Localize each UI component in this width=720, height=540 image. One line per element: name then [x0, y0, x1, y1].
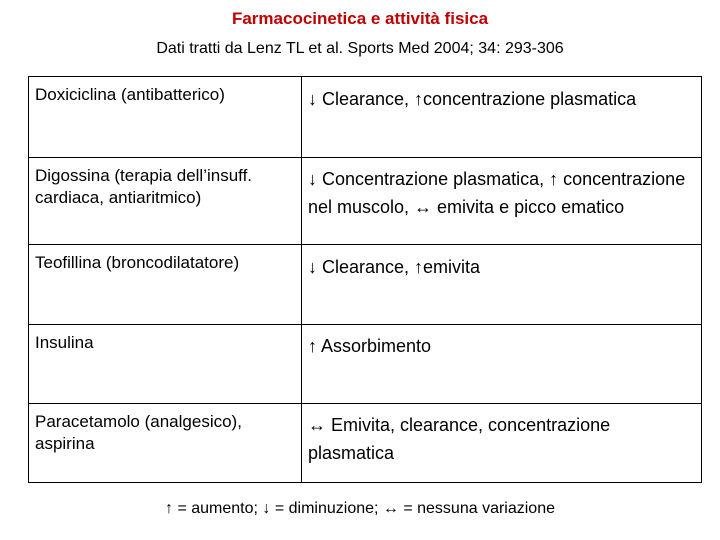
page-title: Farmacocinetica e attività fisica — [231, 9, 489, 28]
table-row — [29, 245, 702, 325]
drug-cell: Doxiciclina (antibatterico) — [29, 77, 302, 158]
arrow-legend: ↑ = aumento; ↓ = diminuzione; ↔ = nessuna variazione — [165, 500, 555, 517]
drug-effects-table — [28, 76, 702, 483]
table-row — [29, 158, 702, 245]
effect-cell: ↓ Clearance, ↑emivita — [302, 245, 702, 325]
source-citation: Dati tratti da Lenz TL et al. Sports Med 2004; 34: 293-306 — [156, 40, 564, 57]
effect-cell: ↑ Assorbimento — [302, 325, 702, 404]
drug-cell: Digossina (terapia dell’insuff. cardiaca, antiaritmico) — [29, 158, 302, 245]
drug-cell: Insulina — [29, 325, 302, 404]
effect-cell: ↔ Emivita, clearance, concentrazione plasmatica — [302, 404, 702, 483]
table-row — [29, 404, 702, 483]
drug-cell: Teofillina (broncodilatatore) — [29, 245, 302, 325]
drug-cell: Paracetamolo (analgesico), aspirina — [29, 404, 302, 483]
table-row — [29, 77, 702, 158]
effect-cell: ↓ Clearance, ↑concentrazione plasmatica — [302, 77, 702, 158]
effect-cell: ↓ Concentrazione plasmatica, ↑ concentrazione nel muscolo, ↔ emivita e picco ematico — [302, 158, 702, 245]
table-row — [29, 325, 702, 404]
